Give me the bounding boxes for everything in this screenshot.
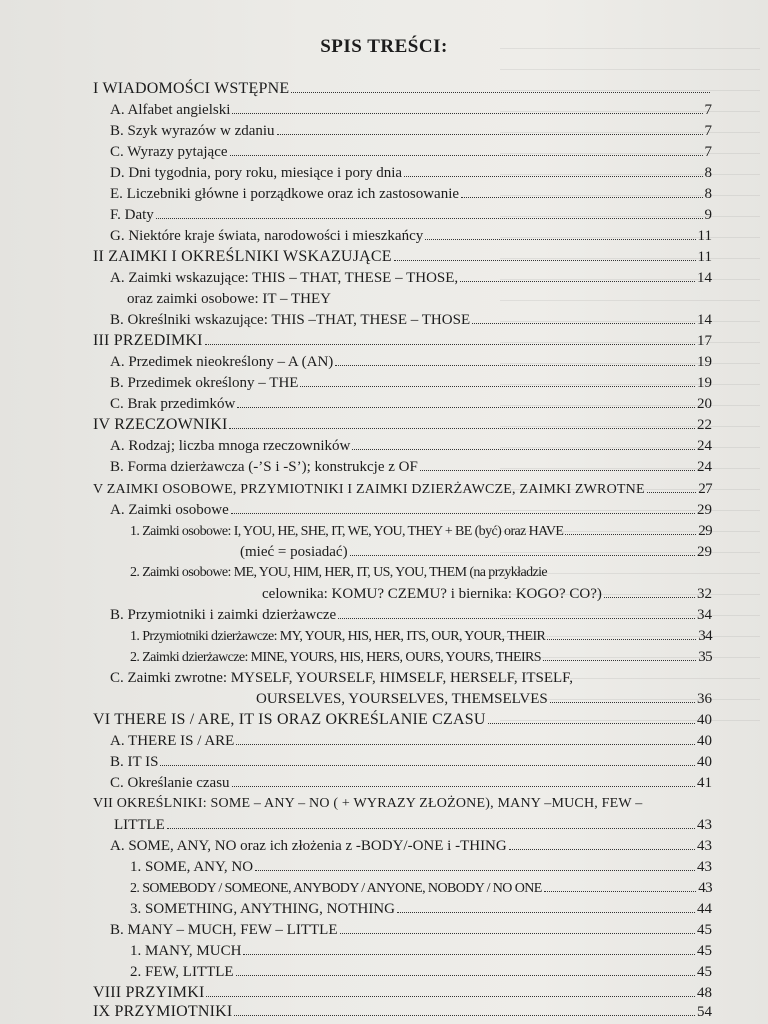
toc-entry-label: B. Przymiotniki i zaimki dzierżawcze (110, 607, 337, 623)
toc-entry-page: 34 (698, 628, 712, 644)
leader-dots (460, 281, 695, 282)
toc-entry (110, 605, 712, 625)
leader-dots (335, 365, 695, 366)
toc-entry (130, 647, 712, 668)
leader-dots (237, 407, 695, 408)
toc-entry-page: 45 (697, 964, 712, 980)
toc-entry-label: B. MANY – MUCH, FEW – LITTLE (110, 922, 338, 938)
leader-dots (352, 449, 695, 450)
leader-dots (231, 513, 695, 514)
toc-entry-page: 8 (704, 165, 712, 181)
toc-entry-label: D. Dni tygodnia, pory roku, miesiące i pory dnia (110, 165, 403, 181)
toc-entry (114, 815, 712, 835)
toc-entry-label: G. Niektóre kraje świata, narodowości i mieszkańcy (110, 228, 424, 244)
toc-entry-page: 29 (697, 502, 712, 518)
toc-entry-label: 3. SOMETHING, ANYTHING, NOTHING (130, 901, 395, 917)
leader-dots (565, 534, 696, 535)
leader-dots (291, 92, 710, 93)
leader-dots (156, 218, 703, 219)
toc-entry-page: 7 (704, 144, 712, 160)
toc-entry-page: 43 (697, 859, 712, 875)
toc-entry-page: 24 (697, 459, 712, 475)
leader-dots (232, 113, 702, 114)
toc-entry-label: 1. MANY, MUCH (130, 943, 242, 959)
toc-entry-label: IV RZECZOWNIKI (93, 416, 228, 433)
toc-entry-page: 45 (697, 922, 712, 938)
toc-entry (110, 352, 712, 372)
toc-entry-label: VI THERE IS / ARE, IT IS ORAZ OKREŚLANIE CZASU (93, 711, 486, 728)
leader-dots (509, 849, 695, 850)
toc-entry (127, 289, 712, 309)
toc-entry-page: 34 (697, 607, 712, 623)
toc-entry-label: 2. FEW, LITTLE (130, 964, 234, 980)
toc-entry (93, 710, 712, 730)
toc-entry-label: A. THERE IS / ARE (110, 733, 235, 749)
toc-entry (93, 983, 712, 1003)
toc-entry (130, 899, 712, 919)
toc-entry-label: C. Określanie czasu (110, 775, 230, 791)
toc-entry (256, 689, 712, 709)
toc-entry-page: 14 (697, 270, 712, 286)
toc-entry-page: 40 (697, 754, 712, 770)
leader-dots (397, 912, 695, 913)
leader-dots (404, 176, 702, 177)
toc-entry-label: oraz zaimki osobowe: IT – THEY (127, 291, 331, 307)
toc-entry-label: C. Zaimki zwrotne: MYSELF, YOURSELF, HIMSELF, HERSELF, ITSELF, (110, 670, 574, 686)
toc-entry-label: (mieć = posiadać) (240, 544, 348, 560)
leader-dots (160, 765, 695, 766)
toc-entry-page: 11 (697, 228, 712, 244)
toc-entry-label: 2. Zaimki osobowe: ME, YOU, HIM, HER, IT, US, YOU, THEM (na przykładzie (130, 565, 547, 580)
leader-dots (488, 723, 695, 724)
leader-dots (206, 996, 695, 997)
toc-entry-label: A. Alfabet angielski (110, 102, 231, 118)
leader-dots (604, 597, 695, 598)
toc-entry-page: 22 (697, 417, 712, 433)
toc-entry (130, 941, 712, 961)
leader-dots (277, 134, 703, 135)
leader-dots (425, 239, 695, 240)
toc-entry-label: 2. Zaimki dzierżawcze: MINE, YOURS, HIS, HERS, OURS, YOURS, THEIRS (130, 650, 541, 665)
toc-entry-label: B. Forma dzierżawcza (-’S i -S’); konstrukcje z OF (110, 459, 418, 475)
toc-entry-page: 29 (698, 523, 712, 539)
toc-entry-label: 1. SOME, ANY, NO (130, 859, 254, 875)
toc-entry-page: 43 (697, 817, 712, 833)
leader-dots (472, 323, 695, 324)
leader-dots (236, 744, 695, 745)
toc-entry (93, 79, 712, 99)
toc-entry (110, 752, 712, 772)
toc-entry-label: LITTLE (114, 817, 165, 833)
toc-entry (110, 394, 712, 414)
toc-entry-page: 24 (697, 438, 712, 454)
toc-entry (93, 794, 712, 814)
leader-dots (255, 870, 695, 871)
toc-entry (93, 479, 712, 500)
toc-entry-page: 19 (697, 354, 712, 370)
toc-entry (240, 542, 712, 562)
toc-entry (93, 415, 712, 435)
toc-entry-label: A. SOME, ANY, NO oraz ich złożenia z -BODY/-ONE i -THING (110, 838, 507, 854)
toc-entry (262, 584, 712, 604)
toc-entry-page: 9 (704, 207, 712, 223)
toc-entry-label: A. Zaimki osobowe (110, 502, 229, 518)
toc-entry-page: 7 (704, 102, 712, 118)
toc-entry-page: 8 (704, 186, 712, 202)
toc-entry (93, 1002, 712, 1022)
toc-entry (93, 331, 712, 351)
leader-dots (647, 492, 696, 493)
toc-entry (130, 626, 712, 647)
toc-entry-page: 20 (697, 396, 712, 412)
toc-entry-label: I WIADOMOŚCI WSTĘPNE (93, 80, 290, 97)
toc-entry-label: A. Przedimek nieokreślony – A (AN) (110, 354, 334, 370)
toc-entry-label: A. Rodzaj; liczba mnoga rzeczowników (110, 438, 351, 454)
leader-dots (167, 828, 695, 829)
toc-entry-page: 14 (697, 312, 712, 328)
toc-entry (110, 205, 712, 225)
toc-entry-label: A. Zaimki wskazujące: THIS – THAT, THESE – THOSE, (110, 270, 459, 286)
toc-entry (130, 563, 712, 583)
toc-entry (130, 962, 712, 982)
toc-entry-page: 29 (697, 544, 712, 560)
toc-entry-label: III PRZEDIMKI (93, 332, 203, 349)
toc-entry-page: 45 (697, 943, 712, 959)
leader-dots (547, 639, 696, 640)
toc-entry-page: 48 (697, 985, 712, 1001)
leader-dots (461, 197, 702, 198)
toc-entry-label: B. IT IS (110, 754, 159, 770)
toc-entry (110, 731, 712, 751)
toc-entry (110, 184, 712, 204)
toc-entry (93, 247, 712, 267)
page-title: SPIS TREŚCI: (320, 36, 448, 57)
toc-entry (110, 836, 712, 856)
toc-entry-label: IX PRZYMIOTNIKI (93, 1003, 233, 1020)
leader-dots (234, 1015, 695, 1016)
toc-entry-label: 2. SOMEBODY / SOMEONE, ANYBODY / ANYONE, NOBODY / NO ONE (130, 881, 542, 896)
toc-entry-label: 1. Zaimki osobowe: I, YOU, HE, SHE, IT, WE, YOU, THEY + BE (być) oraz HAVE (130, 524, 564, 539)
toc-entry (110, 773, 712, 793)
toc-entry-page: 44 (697, 901, 712, 917)
toc-entry-page: 17 (697, 333, 712, 349)
toc-entry-label: II ZAIMKI I OKREŚLNIKI WSKAZUJĄCE (93, 248, 392, 265)
toc-entry-label: B. Szyk wyrazów w zdaniu (110, 123, 275, 139)
toc-entry-page: 36 (697, 691, 712, 707)
toc-entry-page: 43 (698, 880, 712, 896)
toc-entry (110, 268, 712, 288)
toc-entry (110, 100, 712, 120)
toc-entry-label: celownika: KOMU? CZEMU? i biernika: KOGO? CO?) (262, 586, 602, 602)
leader-dots (229, 428, 695, 429)
toc-entry (110, 310, 712, 330)
leader-dots (420, 470, 695, 471)
toc-entry-label: C. Brak przedimków (110, 396, 236, 412)
toc-entry (110, 668, 712, 688)
toc-entry (130, 857, 712, 877)
toc-entry-label: B. Przedimek określony – THE (110, 375, 299, 391)
toc-entry (110, 121, 712, 141)
toc-entry (110, 142, 712, 162)
toc-entry-label: E. Liczebniki główne i porządkowe oraz ich zastosowanie (110, 186, 460, 202)
leader-dots (550, 702, 695, 703)
leader-dots (350, 555, 695, 556)
leader-dots (230, 155, 703, 156)
leader-dots (243, 954, 695, 955)
toc-entry-page: 54 (697, 1004, 712, 1020)
toc-entry (110, 163, 712, 183)
leader-dots (544, 891, 697, 892)
toc-entry (110, 226, 712, 246)
leader-dots (236, 975, 695, 976)
toc-entry-label: VIII PRZYIMKI (93, 984, 205, 1001)
toc-entry (110, 920, 712, 940)
toc-entry-page: 11 (697, 249, 712, 265)
toc-entry-page: 27 (698, 481, 712, 497)
toc-entry-page: 19 (697, 375, 712, 391)
leader-dots (543, 660, 696, 661)
toc-entry-label: B. Określniki wskazujące: THIS –THAT, THESE – THOSE (110, 312, 471, 328)
toc-entry (110, 373, 712, 393)
toc-entry-label: C. Wyrazy pytające (110, 144, 228, 160)
toc-entry-page: 40 (697, 733, 712, 749)
toc-entry (130, 878, 712, 899)
toc-entry (110, 500, 712, 520)
leader-dots (340, 933, 696, 934)
leader-dots (300, 386, 695, 387)
toc-entry (110, 457, 712, 477)
toc-entry-label: V ZAIMKI OSOBOWE, PRZYMIOTNIKI I ZAIMKI DZIERŻAWCZE, ZAIMKI ZWROTNE (93, 482, 645, 497)
toc-entry-label: 1. Przymiotniki dzierżawcze: MY, YOUR, HIS, HER, ITS, OUR, YOUR, THEIR (130, 629, 546, 644)
toc-entry-page: 32 (697, 586, 712, 602)
toc-entry-page: 43 (697, 838, 712, 854)
toc-entry (110, 436, 712, 456)
toc-entry-label: VII OKREŚLNIKI: SOME – ANY – NO ( + WYRAZY ZŁOŻONE), MANY –MUCH, FEW – (93, 796, 643, 811)
toc-entry-label: OURSELVES, YOURSELVES, THEMSELVES (256, 691, 548, 707)
toc-entry-page: 41 (697, 775, 712, 791)
leader-dots (205, 344, 695, 345)
leader-dots (232, 786, 695, 787)
toc-entry (130, 521, 712, 542)
toc-entry-page: 40 (697, 712, 712, 728)
toc-entry-page: 7 (704, 123, 712, 139)
leader-dots (394, 260, 696, 261)
toc-entry-label: F. Daty (110, 207, 154, 223)
leader-dots (338, 618, 695, 619)
toc-entry-page: 35 (698, 649, 712, 665)
